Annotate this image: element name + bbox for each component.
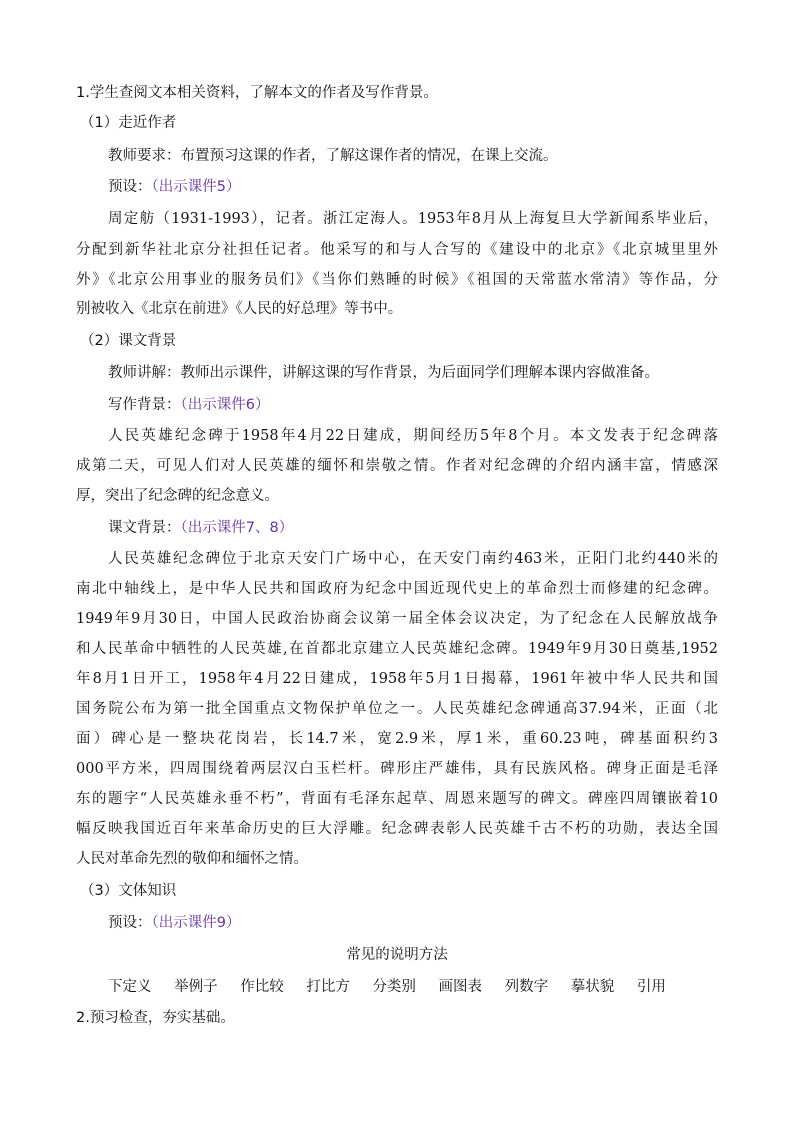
method-item: 列数字 [504,979,549,995]
text-para-line-11: 人民对革命先烈的敬仰和缅怀之情。 [76,851,308,867]
courseware-link-5[interactable]: （出示课件5） [151,179,241,195]
method-item: 摹状貌 [570,979,615,995]
writing-bg-label-line [108,395,269,415]
methods-list [108,977,684,997]
text-para-line-6: 国务院公布为第一批全国重点文物保护单位之一。人民英雄纪念碑通高37.94米，正面（北 [76,701,718,717]
method-item: 打比方 [306,979,350,995]
teacher-requirement: 教师要求：布置预习这课的作者，了解这课作者的情况，在课上交流。 [108,148,558,164]
courseware-link-7-8[interactable]: （出示课件7、8） [180,520,294,536]
text-para-line-2: 南北中轴线上，是中华人民共和国政府为纪念中国近现代史上的革命烈士而修建的纪念碑。 [76,581,718,597]
text-bg-label-line [108,518,293,538]
text-para-line-9: 东的题字“人民英雄永垂不朽”，背面有毛泽东起草、周恩来题写的碑文。碑座四周镶嵌着10 [76,791,718,807]
text-para-line-5: 年8月1日开工，1958年4月22日建成，1958年5月1日揭幕，1961年被中华人民共和国 [76,671,718,687]
methods-title: 常见的说明方法 [346,947,448,963]
method-item: 下定义 [108,979,152,995]
writing-para-line-1: 人民英雄纪念碑于1958年4月22日建成，期间经历5年8个月。本文发表于纪念碑落 [108,428,718,444]
writing-para-line-3: 厚，突出了纪念碑的纪念意义。 [76,488,279,504]
preset-line-1 [108,177,240,197]
text-para-line-10: 幅反映我国近百年来革命历史的巨大浮雕。纪念碑表彰人民英雄千古不朽的功勋，表达全国 [76,821,718,837]
method-item: 引用 [636,979,666,995]
preset-line-3 [108,913,240,933]
courseware-link-9[interactable]: （出示课件9） [151,915,241,931]
section-2-title: （2）课文背景 [80,333,177,349]
section-3-title: （3）文体知识 [80,883,177,899]
method-item: 画图表 [438,979,483,995]
writing-bg-label: 写作背景： [108,397,181,413]
teacher-explanation: 教师讲解：教师出示课件，讲解这课的写作背景，为后面同学们理解本课内容做准备。 [108,365,659,381]
text-para-line-3: 1949年9月30日，中国人民政治协商会议第一届全体会议决定，为了纪念在人民解放战争 [76,611,718,627]
author-para-line-4: 别被收入《北京在前进》《人民的好总理》等书中。 [76,301,403,317]
text-para-line-1: 人民英雄纪念碑位于北京天安门广场中心，在天安门南约463米，正阳门北约440米的 [108,551,718,567]
method-item: 作比较 [240,979,284,995]
author-para-line-3: 外》《北京公用事业的服务员们》《当你们熟睡的时候》《祖国的天常蓝水常清》等作品，分 [76,272,718,288]
section-1-title: （1）走近作者 [80,115,177,131]
courseware-link-6[interactable]: （出示课件6） [180,397,270,413]
preset-label: 预设： [108,179,152,195]
heading-2: 2.预习检查，夯实基础。 [76,1010,235,1026]
text-para-line-4: 和人民革命中牺牲的人民英雄,在首都北京建立人民英雄纪念碑。1949年9月30日奠基,1952 [76,641,718,657]
writing-para-line-2: 成第二天，可见人们对人民英雄的缅怀和崇敬之情。作者对纪念碑的介绍内涵丰富，情感深 [76,458,718,474]
text-bg-label: 课文背景： [108,520,181,536]
text-para-line-8: 000平方米，四周围绕着两层汉白玉栏杆。碑形庄严雄伟，具有民族风格。碑身正面是毛泽 [76,761,718,777]
method-item: 举例子 [174,979,218,995]
author-para-line-1: 周定舫（1931-1993），记者。浙江定海人。1953年8月从上海复旦大学新闻系毕业后， [108,211,718,227]
method-item: 分类别 [372,979,416,995]
text-para-line-7: 面）碑心是一整块花岗岩，长14.7米，宽2.9米，厚1米，重60.23吨，碑基面积约3 [76,731,718,747]
author-para-line-2: 分配到新华社北京分社担任记者。他采写的和与人合写的《建设中的北京》《北京城里里外 [76,242,718,258]
preset-label: 预设： [108,915,152,931]
heading-1: 1.学生查阅文本相关资料，了解本文的作者及写作背景。 [76,85,438,101]
